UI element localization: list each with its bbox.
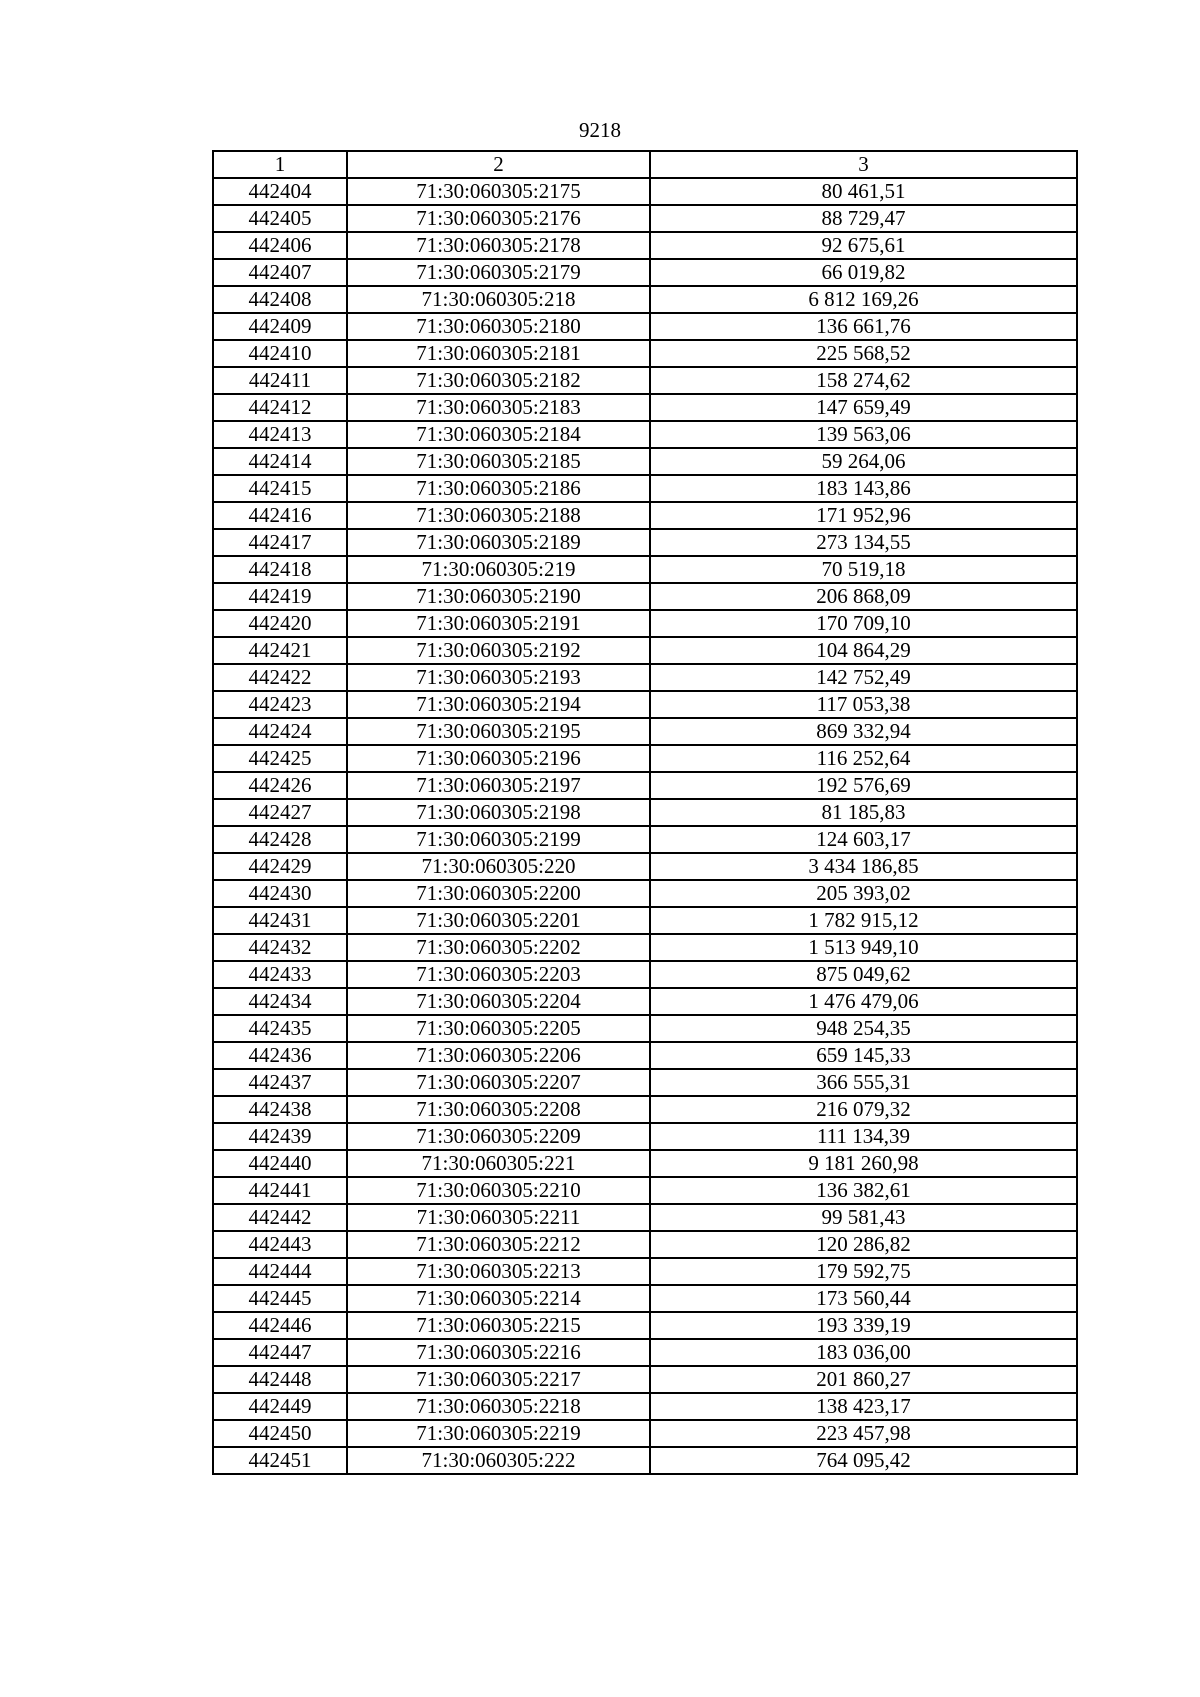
- row-number-cell: 442409: [213, 313, 347, 340]
- table-row: [213, 610, 1077, 637]
- table-row: [213, 1420, 1077, 1447]
- cadastral-value-cell: 111 134,39: [650, 1123, 1077, 1150]
- cadastral-number-cell: 71:30:060305:2210: [347, 1177, 650, 1204]
- header-cell-1: 1: [213, 151, 347, 178]
- table-row: [213, 907, 1077, 934]
- row-number-cell: 442407: [213, 259, 347, 286]
- cadastral-number-cell: 71:30:060305:219: [347, 556, 650, 583]
- cadastral-value-cell: 192 576,69: [650, 772, 1077, 799]
- cadastral-number-cell: 71:30:060305:2211: [347, 1204, 650, 1231]
- cadastral-number-cell: 71:30:060305:2200: [347, 880, 650, 907]
- cadastral-value-cell: 66 019,82: [650, 259, 1077, 286]
- cadastral-value-cell: 59 264,06: [650, 448, 1077, 475]
- table-row: [213, 637, 1077, 664]
- table-row: [213, 1150, 1077, 1177]
- cadastral-number-cell: 71:30:060305:2216: [347, 1339, 650, 1366]
- cadastral-number-cell: 71:30:060305:2207: [347, 1069, 650, 1096]
- cadastral-value-cell: 225 568,52: [650, 340, 1077, 367]
- row-number-cell: 442448: [213, 1366, 347, 1393]
- cadastral-value-cell: 948 254,35: [650, 1015, 1077, 1042]
- cadastral-number-cell: 71:30:060305:2197: [347, 772, 650, 799]
- cadastral-number-cell: 71:30:060305:2176: [347, 205, 650, 232]
- row-number-cell: 442425: [213, 745, 347, 772]
- cadastral-number-cell: 71:30:060305:2214: [347, 1285, 650, 1312]
- cadastral-value-cell: 3 434 186,85: [650, 853, 1077, 880]
- row-number-cell: 442423: [213, 691, 347, 718]
- cadastral-number-cell: 71:30:060305:2191: [347, 610, 650, 637]
- table-row: [213, 421, 1077, 448]
- table-row: [213, 988, 1077, 1015]
- table-row: [213, 1177, 1077, 1204]
- cadastral-number-cell: 71:30:060305:2217: [347, 1366, 650, 1393]
- row-number-cell: 442431: [213, 907, 347, 934]
- row-number-cell: 442420: [213, 610, 347, 637]
- row-number-cell: 442415: [213, 475, 347, 502]
- cadastral-number-cell: 71:30:060305:2190: [347, 583, 650, 610]
- cadastral-number-cell: 71:30:060305:2205: [347, 1015, 650, 1042]
- table-row: [213, 448, 1077, 475]
- table-row: [213, 664, 1077, 691]
- row-number-cell: 442442: [213, 1204, 347, 1231]
- table-row: [213, 1123, 1077, 1150]
- cadastral-value-cell: 205 393,02: [650, 880, 1077, 907]
- cadastral-number-cell: 71:30:060305:2194: [347, 691, 650, 718]
- cadastral-number-cell: 71:30:060305:2182: [347, 367, 650, 394]
- cadastral-number-cell: 71:30:060305:2212: [347, 1231, 650, 1258]
- cadastral-number-cell: 71:30:060305:2181: [347, 340, 650, 367]
- cadastral-number-cell: 71:30:060305:221: [347, 1150, 650, 1177]
- row-number-cell: 442449: [213, 1393, 347, 1420]
- row-number-cell: 442433: [213, 961, 347, 988]
- row-number-cell: 442413: [213, 421, 347, 448]
- table-row: [213, 1285, 1077, 1312]
- cadastral-value-cell: 116 252,64: [650, 745, 1077, 772]
- table-row: [213, 1204, 1077, 1231]
- cadastral-value-cell: 171 952,96: [650, 502, 1077, 529]
- cadastral-value-cell: 206 868,09: [650, 583, 1077, 610]
- cadastral-value-cell: 92 675,61: [650, 232, 1077, 259]
- cadastral-value-cell: 9 181 260,98: [650, 1150, 1077, 1177]
- cadastral-value-cell: 366 555,31: [650, 1069, 1077, 1096]
- cadastral-value-cell: 142 752,49: [650, 664, 1077, 691]
- cadastral-number-cell: 71:30:060305:2179: [347, 259, 650, 286]
- cadastral-value-cell: 170 709,10: [650, 610, 1077, 637]
- row-number-cell: 442428: [213, 826, 347, 853]
- table-row: [213, 529, 1077, 556]
- table-row: [213, 745, 1077, 772]
- row-number-cell: 442451: [213, 1447, 347, 1474]
- cadastral-value-cell: 273 134,55: [650, 529, 1077, 556]
- cadastral-number-cell: 71:30:060305:2215: [347, 1312, 650, 1339]
- cadastral-value-cell: 158 274,62: [650, 367, 1077, 394]
- table-row: [213, 1069, 1077, 1096]
- table-row: [213, 583, 1077, 610]
- row-number-cell: 442436: [213, 1042, 347, 1069]
- row-number-cell: 442447: [213, 1339, 347, 1366]
- cadastral-number-cell: 71:30:060305:2185: [347, 448, 650, 475]
- table-row: [213, 826, 1077, 853]
- cadastral-number-cell: 71:30:060305:218: [347, 286, 650, 313]
- table-row: [213, 313, 1077, 340]
- table-row: [213, 1312, 1077, 1339]
- cadastral-value-cell: 201 860,27: [650, 1366, 1077, 1393]
- row-number-cell: 442444: [213, 1258, 347, 1285]
- row-number-cell: 442446: [213, 1312, 347, 1339]
- table-row: [213, 1447, 1077, 1474]
- cadastral-value-cell: 120 286,82: [650, 1231, 1077, 1258]
- row-number-cell: 442416: [213, 502, 347, 529]
- cadastral-value-cell: 124 603,17: [650, 826, 1077, 853]
- cadastral-number-cell: 71:30:060305:2196: [347, 745, 650, 772]
- row-number-cell: 442419: [213, 583, 347, 610]
- row-number-cell: 442435: [213, 1015, 347, 1042]
- row-number-cell: 442417: [213, 529, 347, 556]
- row-number-cell: 442421: [213, 637, 347, 664]
- cadastral-number-cell: 71:30:060305:2180: [347, 313, 650, 340]
- table-row: [213, 934, 1077, 961]
- cadastral-number-cell: 71:30:060305:2192: [347, 637, 650, 664]
- row-number-cell: 442443: [213, 1231, 347, 1258]
- cadastral-value-cell: 875 049,62: [650, 961, 1077, 988]
- cadastral-number-cell: 71:30:060305:2186: [347, 475, 650, 502]
- cadastral-number-cell: 71:30:060305:2218: [347, 1393, 650, 1420]
- row-number-cell: 442404: [213, 178, 347, 205]
- cadastral-number-cell: 71:30:060305:2203: [347, 961, 650, 988]
- table-row: [213, 961, 1077, 988]
- table-row: [213, 1096, 1077, 1123]
- cadastral-value-cell: 1 476 479,06: [650, 988, 1077, 1015]
- table-row: [213, 691, 1077, 718]
- cadastral-value-cell: 70 519,18: [650, 556, 1077, 583]
- cadastral-value-cell: 104 864,29: [650, 637, 1077, 664]
- row-number-cell: 442408: [213, 286, 347, 313]
- cadastral-number-cell: 71:30:060305:2199: [347, 826, 650, 853]
- table-body: [213, 178, 1077, 1474]
- cadastral-number-cell: 71:30:060305:2206: [347, 1042, 650, 1069]
- cadastral-number-cell: 71:30:060305:2188: [347, 502, 650, 529]
- cadastral-value-cell: 81 185,83: [650, 799, 1077, 826]
- cadastral-number-cell: 71:30:060305:2183: [347, 394, 650, 421]
- table-row: [213, 205, 1077, 232]
- cadastral-number-cell: 71:30:060305:2208: [347, 1096, 650, 1123]
- cadastral-value-cell: 80 461,51: [650, 178, 1077, 205]
- table-row: [213, 718, 1077, 745]
- row-number-cell: 442410: [213, 340, 347, 367]
- cadastral-value-cell: 193 339,19: [650, 1312, 1077, 1339]
- cadastral-value-cell: 138 423,17: [650, 1393, 1077, 1420]
- table-row: [213, 853, 1077, 880]
- table-row: [213, 880, 1077, 907]
- table-row: [213, 394, 1077, 421]
- table-row: [213, 475, 1077, 502]
- table-row: [213, 286, 1077, 313]
- cadastral-value-cell: 136 382,61: [650, 1177, 1077, 1204]
- row-number-cell: 442450: [213, 1420, 347, 1447]
- cadastral-value-cell: 136 661,76: [650, 313, 1077, 340]
- table-row: [213, 1366, 1077, 1393]
- row-number-cell: 442427: [213, 799, 347, 826]
- row-number-cell: 442445: [213, 1285, 347, 1312]
- table-row: [213, 1015, 1077, 1042]
- table-row: [213, 1231, 1077, 1258]
- cadastral-number-cell: 71:30:060305:2178: [347, 232, 650, 259]
- row-number-cell: 442418: [213, 556, 347, 583]
- cadastral-value-cell: 117 053,38: [650, 691, 1077, 718]
- table-row: [213, 1258, 1077, 1285]
- row-number-cell: 442405: [213, 205, 347, 232]
- cadastral-number-cell: 71:30:060305:2175: [347, 178, 650, 205]
- cadastral-value-cell: 1 513 949,10: [650, 934, 1077, 961]
- row-number-cell: 442434: [213, 988, 347, 1015]
- table-header-row: [213, 151, 1077, 178]
- table-row: [213, 1393, 1077, 1420]
- table-row: [213, 772, 1077, 799]
- header-cell-3: 3: [650, 151, 1077, 178]
- table-row: [213, 340, 1077, 367]
- cadastral-value-table: [212, 150, 1078, 1475]
- cadastral-number-cell: 71:30:060305:2184: [347, 421, 650, 448]
- cadastral-value-cell: 179 592,75: [650, 1258, 1077, 1285]
- cadastral-value-cell: 869 332,94: [650, 718, 1077, 745]
- row-number-cell: 442430: [213, 880, 347, 907]
- table-row: [213, 1339, 1077, 1366]
- cadastral-number-cell: 71:30:060305:2195: [347, 718, 650, 745]
- cadastral-number-cell: 71:30:060305:2204: [347, 988, 650, 1015]
- table-row: [213, 232, 1077, 259]
- row-number-cell: 442440: [213, 1150, 347, 1177]
- cadastral-value-cell: 88 729,47: [650, 205, 1077, 232]
- cadastral-value-cell: 183 036,00: [650, 1339, 1077, 1366]
- page-number: 9218: [579, 118, 621, 142]
- row-number-cell: 442414: [213, 448, 347, 475]
- cadastral-number-cell: 71:30:060305:2209: [347, 1123, 650, 1150]
- cadastral-number-cell: 71:30:060305:2193: [347, 664, 650, 691]
- cadastral-number-cell: 71:30:060305:2213: [347, 1258, 650, 1285]
- cadastral-value-cell: 223 457,98: [650, 1420, 1077, 1447]
- row-number-cell: 442429: [213, 853, 347, 880]
- cadastral-value-cell: 1 782 915,12: [650, 907, 1077, 934]
- row-number-cell: 442412: [213, 394, 347, 421]
- header-cell-2: 2: [347, 151, 650, 178]
- cadastral-number-cell: 71:30:060305:2201: [347, 907, 650, 934]
- table-row: [213, 1042, 1077, 1069]
- row-number-cell: 442432: [213, 934, 347, 961]
- cadastral-value-cell: 147 659,49: [650, 394, 1077, 421]
- table-row: [213, 799, 1077, 826]
- row-number-cell: 442426: [213, 772, 347, 799]
- cadastral-value-cell: 173 560,44: [650, 1285, 1077, 1312]
- cadastral-value-cell: 659 145,33: [650, 1042, 1077, 1069]
- row-number-cell: 442411: [213, 367, 347, 394]
- cadastral-value-cell: 139 563,06: [650, 421, 1077, 448]
- cadastral-value-cell: 6 812 169,26: [650, 286, 1077, 313]
- cadastral-number-cell: 71:30:060305:222: [347, 1447, 650, 1474]
- row-number-cell: 442439: [213, 1123, 347, 1150]
- row-number-cell: 442437: [213, 1069, 347, 1096]
- cadastral-number-cell: 71:30:060305:2219: [347, 1420, 650, 1447]
- table-row: [213, 556, 1077, 583]
- table-row: [213, 178, 1077, 205]
- cadastral-value-cell: 764 095,42: [650, 1447, 1077, 1474]
- row-number-cell: 442422: [213, 664, 347, 691]
- row-number-cell: 442441: [213, 1177, 347, 1204]
- table-row: [213, 259, 1077, 286]
- row-number-cell: 442406: [213, 232, 347, 259]
- table-row: [213, 367, 1077, 394]
- row-number-cell: 442424: [213, 718, 347, 745]
- row-number-cell: 442438: [213, 1096, 347, 1123]
- cadastral-value-cell: 99 581,43: [650, 1204, 1077, 1231]
- cadastral-number-cell: 71:30:060305:2198: [347, 799, 650, 826]
- table-row: [213, 502, 1077, 529]
- cadastral-number-cell: 71:30:060305:2202: [347, 934, 650, 961]
- cadastral-value-cell: 216 079,32: [650, 1096, 1077, 1123]
- cadastral-number-cell: 71:30:060305:2189: [347, 529, 650, 556]
- cadastral-value-cell: 183 143,86: [650, 475, 1077, 502]
- cadastral-number-cell: 71:30:060305:220: [347, 853, 650, 880]
